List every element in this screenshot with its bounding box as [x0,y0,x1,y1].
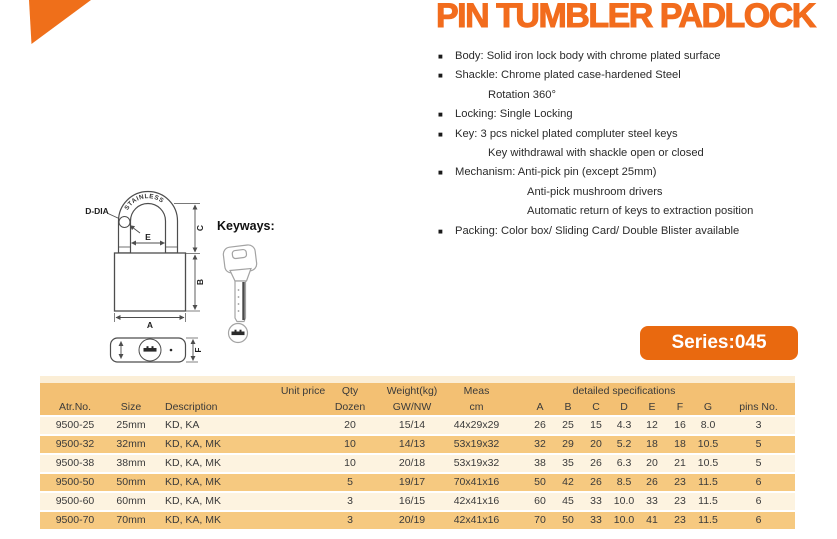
bullet-square-icon: ■ [438,168,443,178]
feature-item [437,66,827,85]
table-cell: 45 [562,495,574,507]
specification-table [40,376,795,529]
padlock-body [115,253,186,311]
feature-text: Mechanism: Anti-pick pin (except 25mm) [455,166,657,179]
table-cell: 12 [646,419,658,431]
table-cell: 26 [534,419,546,431]
table-cell: 42x41x16 [453,514,500,526]
table-cell: 3 [347,514,353,526]
bullet-square-icon: ■ [438,110,443,120]
table-cell: 70 [534,514,546,526]
table-cell: 42 [562,476,574,488]
table-cell: 32 [534,438,546,450]
table-cell: 20 [646,457,658,469]
table-cell: 25mm [116,419,146,431]
feature-text: Shackle: Chrome plated case-hardened Steel [455,69,681,82]
table-cell: 14/13 [398,438,426,450]
col-header-description: Description [165,401,218,413]
table-cell [500,474,526,491]
table-row [40,417,795,434]
table-cell: KD, KA, MK [165,438,222,450]
table-cell: 4.3 [616,419,632,431]
table-cell: 53x19x32 [453,438,500,450]
table-cell: 53x19x32 [453,457,500,469]
table-cell: 15 [590,419,602,431]
padlock-technical-diagram [80,182,290,370]
table-cell: 20/19 [398,514,426,526]
bullet-square-icon: ■ [438,52,443,61]
feature-item [437,163,827,182]
table-cell [277,436,329,453]
table-cell: 21 [674,457,686,469]
table-cell: 20/18 [398,457,426,469]
series-badge: Series:045 [640,326,798,360]
label-a: A [146,320,154,330]
table-cell: 8.0 [700,419,716,431]
table-cell: 10.0 [613,495,635,507]
feature-item [437,183,827,202]
table-cell: 44x29x29 [453,419,500,431]
table-cell: 26 [646,476,658,488]
padlock-shackle [119,192,178,254]
table-cell: KD, KA, MK [165,514,222,526]
table-cell: 23 [674,514,686,526]
table-cell: 41 [646,514,658,526]
col-header-dozen: Dozen [334,401,366,413]
table-cell: 50mm [116,476,146,488]
col-header-spec-c: C [592,401,600,413]
col-header-weight: Weight(kg) [386,385,438,397]
table-cell: 32mm [116,438,146,450]
label-d-dia: D-DIA [85,206,109,216]
col-header-gw-nw: GW/NW [392,401,432,413]
table-cell: 60mm [116,495,146,507]
table-cell [500,493,526,510]
table-row [40,493,795,510]
table-cell: 16 [674,419,686,431]
feature-text: Automatic return of keys to extraction position [527,205,754,218]
table-cell: 18 [674,438,686,450]
feature-item [437,105,827,124]
col-header-spec-a: A [536,401,544,413]
table-row [40,436,795,453]
col-header-spec-e: E [648,401,656,413]
table-cell: 25 [562,419,574,431]
table-cell: 10.0 [613,514,635,526]
table-row [40,455,795,472]
keyways-label: Keyways: [217,219,275,233]
table-cell: 6 [755,514,762,526]
col-header-pins-no: pins No. [739,401,778,413]
table-cell: 6 [755,495,762,507]
table-cell: 5 [755,457,762,469]
table-cell: 26 [590,476,602,488]
table-cell: 9500-50 [55,476,95,488]
table-cell [500,436,526,453]
table-cell: 18 [646,438,658,450]
table-cell: 26 [590,457,602,469]
table-cell: 16/15 [398,495,426,507]
feature-text: Body: Solid iron lock body with chrome plated surface [455,50,721,62]
table-cell [277,474,329,491]
table-cell: 3 [755,419,762,431]
feature-text: Locking: Single Locking [455,108,573,121]
table-cell: 9500-38 [55,457,95,469]
table-cell [277,493,329,510]
shackle-stainless-text: STAINLESS [123,193,166,212]
table-cell: 19/17 [398,476,426,488]
feature-text: Packing: Color box/ Sliding Card/ Double Blister available [455,224,740,237]
table-cell: 20 [590,438,602,450]
table-header [40,383,795,415]
table-cell [277,417,329,434]
table-cell: 11.5 [698,495,718,507]
table-cell: 5 [755,438,762,450]
table-cell: 50 [534,476,546,488]
table-cell: 20 [344,419,356,431]
col-header-spec-g: G [703,401,713,413]
table-cell: 29 [562,438,574,450]
table-cell: 10.5 [697,438,719,450]
bullet-square-icon: ■ [438,129,443,139]
table-cell: 9500-32 [55,438,95,450]
col-header-spec-f: F [676,401,684,413]
table-cell: 9500-60 [55,495,95,507]
col-header-spec-b: B [564,401,572,413]
table-cell: 5 [347,476,353,488]
table-cell: 3 [347,495,353,507]
table-cell: 38mm [116,457,146,469]
col-header-qty: Qty [341,385,359,397]
col-header-cm: cm [469,401,484,413]
table-cell: 70x41x16 [453,476,500,488]
table-cell: 10.5 [697,457,719,469]
table-cell: 5.2 [616,438,632,450]
table-top-strip [40,376,795,383]
col-header-atr-no: Atr.No. [58,401,92,413]
table-cell: KD, KA, MK [165,495,222,507]
col-header-unit-price: Unit price [280,385,326,397]
table-cell: 11.5 [698,514,718,526]
table-cell: 10 [344,438,356,450]
feature-item [437,47,827,66]
feature-item [437,222,827,241]
table-cell: 11.5 [698,476,718,488]
feature-text: Rotation 360° [488,88,556,101]
table-cell: 33 [590,495,602,507]
table-cell: KD, KA, MK [165,457,222,469]
table-cell: 6 [755,476,762,488]
table-cell: 42x41x16 [453,495,500,507]
feature-item [437,86,827,105]
table-cell: KD, KA, MK [165,476,222,488]
col-header-detailed-specifications: detailed specifications [572,385,676,397]
feature-item [437,144,827,163]
table-cell [277,512,329,529]
table-cell: 9500-25 [55,419,95,431]
bullet-square-icon: ■ [438,226,443,236]
table-cell: 6.3 [616,457,632,469]
label-c: C [195,224,205,232]
table-cell: 70mm [116,514,146,526]
table-cell [500,512,526,529]
feature-text: Key: 3 pcs nickel plated compluter steel keys [455,127,678,140]
page-title: PIN TUMBLER PADLOCK [436,0,815,35]
table-cell: 50 [562,514,574,526]
label-e: E [145,232,151,242]
table-cell: 60 [534,495,546,507]
col-header-meas: Meas [463,385,490,397]
padlock-bottom-view [111,338,199,362]
feature-text: Key withdrawal with shackle open or closed [488,147,704,160]
bullet-square-icon: ■ [438,71,443,81]
key-illustration [223,244,258,342]
table-cell: 33 [590,514,602,526]
table-cell [277,455,329,472]
label-b: B [195,278,205,286]
feature-text: Anti-pick mushroom drivers [527,185,663,198]
feature-item [437,125,827,144]
col-header-spec-d: D [620,401,628,413]
col-header-size: Size [120,401,142,413]
table-cell [500,417,526,434]
table-cell: 23 [674,495,686,507]
table-cell: 35 [562,457,574,469]
table-cell: 33 [646,495,658,507]
table-cell: 8.5 [616,476,632,488]
feature-item [437,202,827,221]
corner-ribbon-decoration [29,0,91,44]
table-row [40,512,795,529]
table-cell: 15/14 [398,419,426,431]
table-cell: 38 [534,457,546,469]
table-cell: 23 [674,476,686,488]
table-row [40,474,795,491]
table-body [40,417,795,529]
table-cell: 9500-70 [55,514,95,526]
table-cell: KD, KA [165,419,200,431]
label-f: F [194,347,203,353]
table-cell: 10 [344,457,356,469]
feature-list [437,47,827,241]
table-cell [500,455,526,472]
